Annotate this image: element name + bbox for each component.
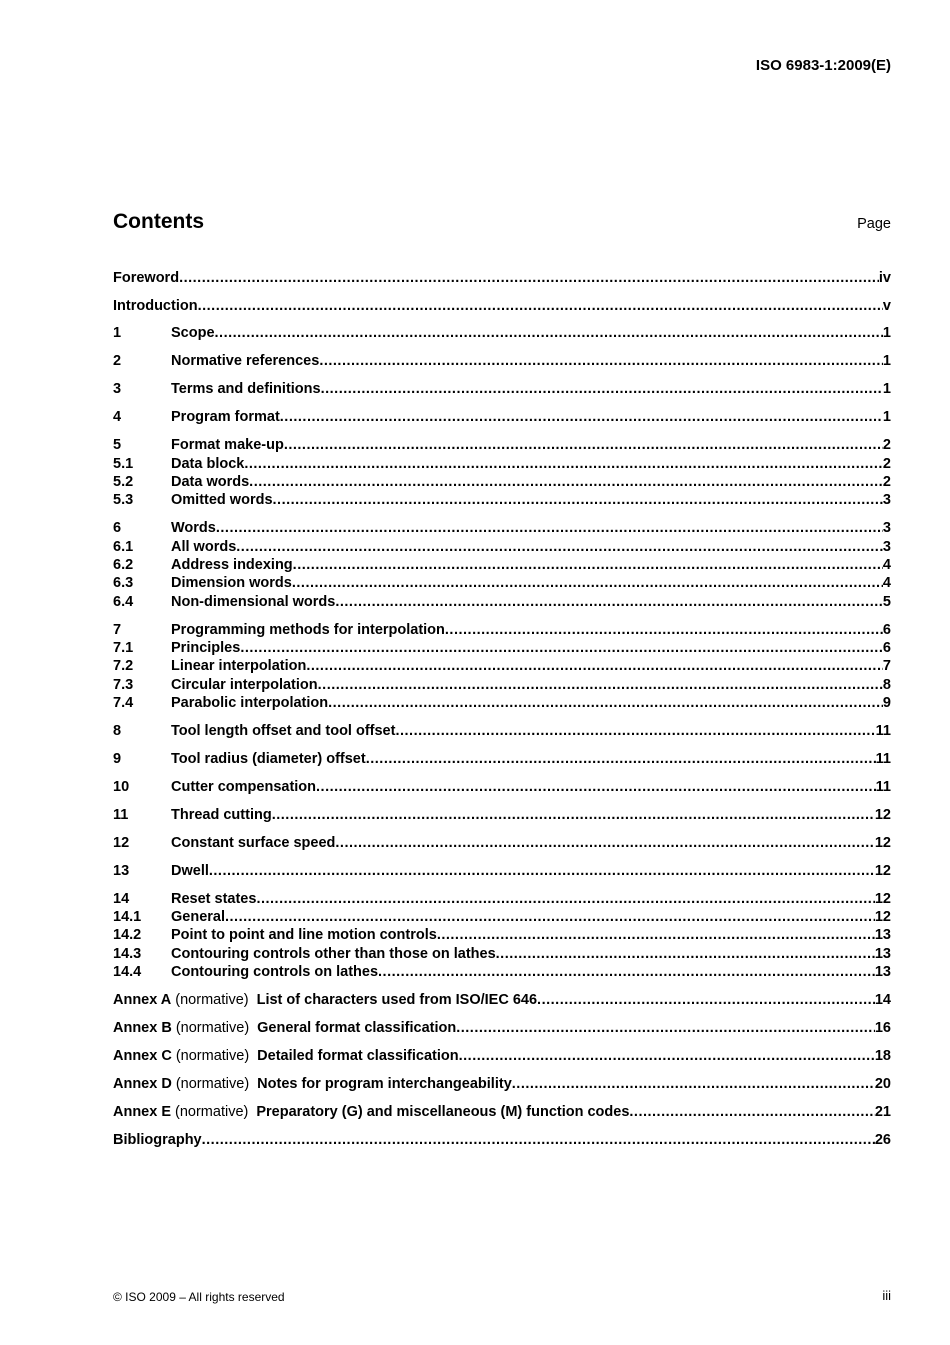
dot-leader <box>240 640 883 656</box>
toc-entry-page: 3 <box>882 539 891 555</box>
dot-leader <box>215 325 883 341</box>
annex-label: Annex A <box>113 992 172 1008</box>
toc-entry-number: 14.3 <box>113 946 142 962</box>
dot-leader <box>225 909 875 925</box>
annex-label: Annex E <box>113 1104 172 1120</box>
dot-leader <box>496 946 875 962</box>
toc-entry[interactable] <box>113 353 891 371</box>
dot-leader <box>272 807 875 823</box>
toc-entry-page: 1 <box>882 325 891 341</box>
toc-entry-page: 1 <box>882 381 891 397</box>
toc-entry[interactable] <box>113 946 891 964</box>
dot-leader <box>244 456 883 472</box>
toc-annex-entry[interactable] <box>113 1076 891 1094</box>
toc-entry-number: 6.3 <box>113 575 134 591</box>
bibliography-page: 26 <box>874 1132 891 1148</box>
copyright-notice: © ISO 2009 – All rights reserved <box>113 1290 285 1304</box>
toc-entry-title: Format make-up <box>171 437 284 453</box>
toc-entry-number: 14.2 <box>113 927 142 943</box>
toc-entry-title: Non-dimensional words <box>171 594 336 610</box>
toc-entry-number: 7.1 <box>113 640 134 656</box>
dot-leader <box>512 1076 875 1092</box>
toc-entry[interactable] <box>113 539 891 557</box>
annex-type: (normative) <box>175 992 249 1008</box>
toc-entry-number: 6.1 <box>113 539 134 555</box>
annex-page: 16 <box>874 1020 891 1036</box>
toc-entry-page: v <box>882 298 891 314</box>
toc-entry-number: 14 <box>113 891 130 907</box>
toc-annex-entry[interactable] <box>113 1020 891 1038</box>
toc-entry[interactable] <box>113 658 891 676</box>
annex-label: Annex C <box>113 1048 172 1064</box>
toc-entry[interactable] <box>113 520 891 538</box>
dot-leader <box>366 751 876 767</box>
dot-leader <box>256 891 874 907</box>
dot-leader <box>335 594 883 610</box>
toc-entry-number: 7 <box>113 622 122 638</box>
toc-entry-number: 5 <box>113 437 122 453</box>
toc-entry-title: Program format <box>171 409 280 425</box>
toc-entry-title: Scope <box>171 325 215 341</box>
toc-entry-number: 1 <box>113 325 122 341</box>
toc-entry-page: 12 <box>874 835 891 851</box>
toc-entry-title: Parabolic interpolation <box>171 695 329 711</box>
toc-entry-title: Tool length offset and tool offset <box>171 723 396 739</box>
dot-leader <box>198 298 883 314</box>
toc-annex-entry[interactable] <box>113 1104 891 1122</box>
toc-entry[interactable] <box>113 695 891 713</box>
dot-leader <box>316 779 876 795</box>
page-number: iii <box>882 1288 891 1303</box>
dot-leader <box>280 409 883 425</box>
toc-entry-title: Cutter compensation <box>171 779 317 795</box>
annex-type: (normative) <box>175 1104 249 1120</box>
dot-leader <box>629 1104 874 1120</box>
toc-entry-number: 4 <box>113 409 122 425</box>
dot-leader <box>236 539 883 555</box>
toc-entry-page: 9 <box>882 695 891 711</box>
toc-entry[interactable] <box>113 835 891 853</box>
toc-entry[interactable] <box>113 437 891 455</box>
dot-leader <box>216 520 883 536</box>
bibliography-title: Bibliography <box>113 1132 202 1148</box>
toc-entry-number: 10 <box>113 779 130 795</box>
dot-leader <box>293 557 883 573</box>
dot-leader <box>319 353 883 369</box>
dot-leader <box>378 964 875 980</box>
dot-leader <box>459 1048 875 1064</box>
toc-entry[interactable] <box>113 927 891 945</box>
toc-annex-entry[interactable] <box>113 1048 891 1066</box>
toc-entry-title: Thread cutting <box>171 807 272 823</box>
toc-entry-title: All words <box>171 539 237 555</box>
toc-entry-page: 11 <box>875 779 891 795</box>
toc-entry-number: 7.4 <box>113 695 134 711</box>
toc-entry[interactable] <box>113 474 891 492</box>
toc-entry-title: Normative references <box>171 353 320 369</box>
toc-entry[interactable] <box>113 677 891 695</box>
dot-leader <box>445 622 883 638</box>
dot-leader <box>179 270 879 286</box>
toc-entry-title: Point to point and line motion controls <box>171 927 437 943</box>
toc-entry[interactable] <box>113 640 891 658</box>
toc-entry-page: 6 <box>882 640 891 656</box>
annex-type: (normative) <box>175 1020 250 1036</box>
annex-page: 18 <box>874 1048 891 1064</box>
toc-entry[interactable] <box>113 298 891 316</box>
toc-entry-title: Introduction <box>113 298 198 314</box>
toc-entry-page: 12 <box>874 909 891 925</box>
toc-entry-title: Dimension words <box>171 575 292 591</box>
toc-entry[interactable] <box>113 807 891 825</box>
toc-entry[interactable] <box>113 909 891 927</box>
toc-entry-title: Terms and definitions <box>171 381 321 397</box>
toc-entry-page: 2 <box>882 474 891 490</box>
toc-entry-page: 3 <box>882 520 891 536</box>
toc-entry[interactable] <box>113 492 891 510</box>
dot-leader <box>292 575 883 591</box>
dot-leader <box>249 474 883 490</box>
toc-entry-page: 1 <box>882 409 891 425</box>
toc-entry-title: Circular interpolation <box>171 677 318 693</box>
toc-entry-number: 9 <box>113 751 122 767</box>
annex-label: Annex B <box>113 1020 172 1036</box>
dot-leader <box>318 677 883 693</box>
toc-entry[interactable] <box>113 891 891 909</box>
toc-entry-title: Words <box>171 520 216 536</box>
toc-entry-number: 6 <box>113 520 122 536</box>
toc-entry[interactable] <box>113 557 891 575</box>
toc-annex-entry[interactable] <box>113 992 891 1010</box>
annex-title: Preparatory (G) and miscellaneous (M) function codes <box>256 1104 630 1120</box>
annex-title: Detailed format classification <box>257 1048 459 1064</box>
toc-entry-title: Contouring controls on lathes <box>171 964 379 980</box>
toc-entry-number: 8 <box>113 723 122 739</box>
toc-entry-number: 11 <box>113 807 129 823</box>
annex-label: Annex D <box>113 1076 172 1092</box>
toc-entry[interactable] <box>113 863 891 881</box>
dot-leader <box>537 992 875 1008</box>
toc-entry-title: Omitted words <box>171 492 273 508</box>
dot-leader <box>328 695 883 711</box>
dot-leader <box>202 1132 875 1148</box>
toc-entry-title: Principles <box>171 640 241 656</box>
toc-entry[interactable] <box>113 456 891 474</box>
dot-leader <box>306 658 883 674</box>
toc-entry-number: 6.2 <box>113 557 134 573</box>
toc-entry-number: 5.1 <box>113 456 134 472</box>
toc-entry-page: 7 <box>882 658 891 674</box>
page-title: Contents <box>113 210 204 233</box>
dot-leader <box>284 437 883 453</box>
toc-entry-number: 5.2 <box>113 474 134 490</box>
toc-entry-page: 11 <box>875 723 891 739</box>
dot-leader <box>321 381 883 397</box>
toc-entry-page: 3 <box>882 492 891 508</box>
toc-entry-number: 2 <box>113 353 122 369</box>
toc-entry[interactable] <box>113 270 891 288</box>
dot-leader <box>335 835 874 851</box>
toc-entry-number: 6.4 <box>113 594 134 610</box>
toc-entry-title: Programming methods for interpolation <box>171 622 445 638</box>
toc-entry-title: Data block <box>171 456 245 472</box>
annex-type: (normative) <box>175 1048 250 1064</box>
document-code: ISO 6983-1:2009(E) <box>755 57 891 74</box>
toc-entry-title: Constant surface speed <box>171 835 336 851</box>
toc-entry[interactable] <box>113 575 891 593</box>
toc-entry-number: 12 <box>113 835 130 851</box>
toc-entry-number: 13 <box>113 863 130 879</box>
toc-bibliography[interactable] <box>113 1132 891 1150</box>
toc-entry-title: Data words <box>171 474 250 490</box>
annex-title: Notes for program interchangeability <box>257 1076 512 1092</box>
toc-entry-number: 3 <box>113 381 122 397</box>
annex-type: (normative) <box>175 1076 250 1092</box>
toc-entry[interactable] <box>113 723 891 741</box>
annex-page: 14 <box>874 992 891 1008</box>
toc-entry-page: 4 <box>882 575 891 591</box>
toc-entry-title: Linear interpolation <box>171 658 307 674</box>
toc-entry-title: Dwell <box>171 863 209 879</box>
toc-entry-page: 12 <box>874 863 891 879</box>
toc-entry-title: Contouring controls other than those on lathes <box>171 946 496 962</box>
toc-entry-number: 7.2 <box>113 658 134 674</box>
toc-entry[interactable] <box>113 751 891 769</box>
toc-entry-page: iv <box>878 270 891 286</box>
toc-entry[interactable] <box>113 381 891 399</box>
toc-entry-page: 4 <box>882 557 891 573</box>
toc-entry-page: 5 <box>882 594 891 610</box>
toc-entry[interactable] <box>113 409 891 427</box>
toc-entry[interactable] <box>113 594 891 612</box>
annex-title: List of characters used from ISO/IEC 646 <box>256 992 538 1008</box>
toc-entry[interactable] <box>113 779 891 797</box>
annex-page: 21 <box>874 1104 891 1120</box>
toc-entry-number: 14.1 <box>113 909 142 925</box>
toc-entry-number: 5.3 <box>113 492 134 508</box>
dot-leader <box>456 1020 875 1036</box>
toc-entry-number: 14.4 <box>113 964 142 980</box>
toc-entry-title: General <box>171 909 225 925</box>
toc-entry-page: 13 <box>874 946 891 962</box>
toc-entry[interactable] <box>113 622 891 640</box>
toc-entry-page: 1 <box>882 353 891 369</box>
toc-entry-page: 13 <box>874 964 891 980</box>
toc-entry-title: Address indexing <box>171 557 293 573</box>
toc-entry-number: 7.3 <box>113 677 134 693</box>
toc-entry-page: 13 <box>874 927 891 943</box>
toc-entry-page: 11 <box>875 751 891 767</box>
toc-entry[interactable] <box>113 325 891 343</box>
toc-entry-page: 8 <box>882 677 891 693</box>
toc-entry-title: Reset states <box>171 891 257 907</box>
toc-entry-page: 12 <box>874 807 891 823</box>
page-column-label: Page <box>857 216 891 232</box>
toc-entry-page: 2 <box>882 456 891 472</box>
toc-entry-page: 6 <box>882 622 891 638</box>
dot-leader <box>273 492 883 508</box>
dot-leader <box>437 927 875 943</box>
dot-leader <box>209 863 875 879</box>
dot-leader <box>395 723 875 739</box>
toc-entry-page: 2 <box>882 437 891 453</box>
toc-entry[interactable] <box>113 964 891 982</box>
toc-entry-title: Foreword <box>113 270 180 286</box>
toc-entry-title: Tool radius (diameter) offset <box>171 751 366 767</box>
annex-title: General format classification <box>257 1020 457 1036</box>
toc-entry-page: 12 <box>874 891 891 907</box>
annex-page: 20 <box>874 1076 891 1092</box>
